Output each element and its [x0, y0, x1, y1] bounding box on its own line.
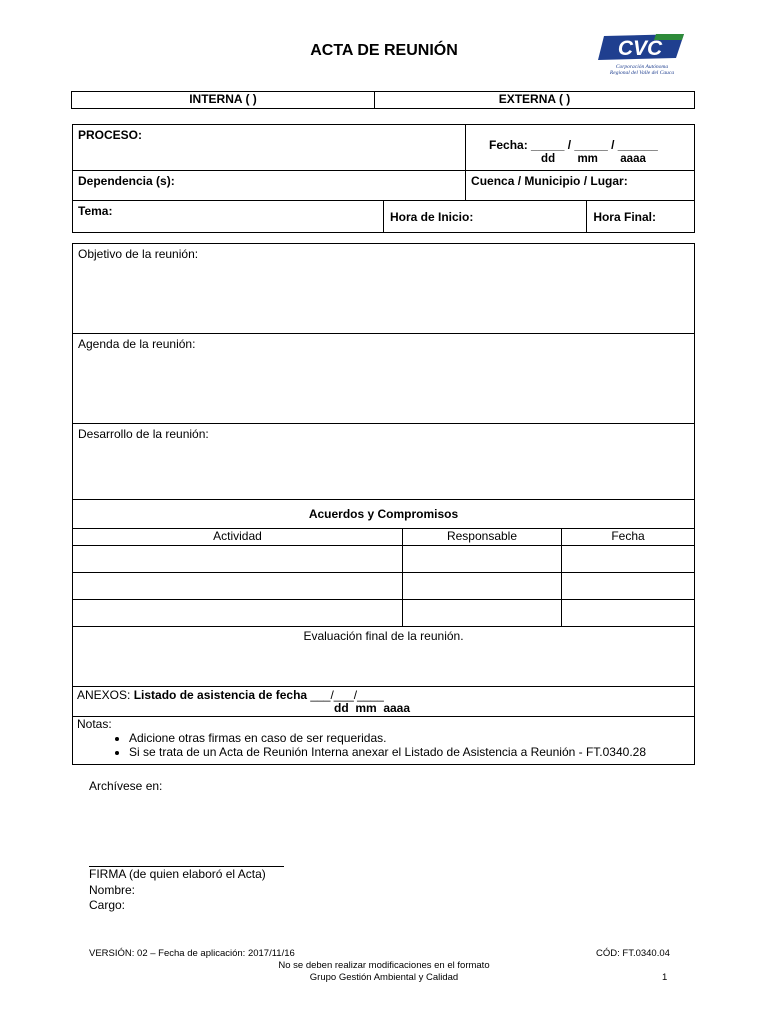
footer-group: Grupo Gestión Ambiental y Calidad [309, 972, 459, 983]
page-number: 1 [662, 972, 668, 983]
logo-subtitle: Corporación Autónoma Regional del Valle del Cauca [609, 64, 675, 76]
agenda-section[interactable]: Agenda de la reunión: [73, 334, 695, 424]
logo-text: CVC [617, 37, 663, 60]
anexos-section[interactable] [73, 687, 695, 717]
desarrollo-section[interactable]: Desarrollo de la reunión: [73, 424, 695, 500]
fecha-cell[interactable] [562, 546, 695, 573]
actividad-cell[interactable] [73, 546, 403, 573]
meeting-type-table [71, 91, 695, 109]
interna-option[interactable]: INTERNA ( ) [72, 92, 375, 109]
proceso-field[interactable]: PROCESO: [73, 125, 466, 171]
responsable-cell[interactable] [403, 573, 562, 600]
footer-notice: No se deben realizar modificaciones en el formato [278, 960, 490, 971]
list-item: • Si se trata de un Acta de Reunión Interna anexar el Listado de Asistencia a Reunión - FT.0340.28 [129, 745, 690, 759]
tema-field[interactable]: Tema: [73, 201, 384, 233]
objetivo-section[interactable]: Objetivo de la reunión: [73, 244, 695, 334]
list-item: • Adicione otras firmas en caso de ser requeridas. [129, 731, 690, 745]
hora-final-field[interactable]: Hora Final: [587, 201, 695, 233]
anexos-format: dd mm aaaa [334, 701, 411, 715]
dependencia-field[interactable]: Dependencia (s): [73, 171, 466, 201]
fecha-format: dd mm aaaa [541, 153, 646, 165]
cargo-label: Cargo: [89, 898, 126, 912]
anexos-blanks: ___/___/____ [307, 688, 384, 702]
hora-inicio-field[interactable]: Hora de Inicio: [384, 201, 587, 233]
firma-label: FIRMA (de quien elaboró el Acta) [89, 867, 266, 881]
footer-code: CÓD: FT.0340.04 [596, 948, 670, 959]
signature-block [89, 867, 266, 914]
fecha-cell[interactable] [562, 573, 695, 600]
content-table [72, 243, 695, 765]
info-table [72, 124, 695, 233]
externa-option[interactable]: EXTERNA ( ) [375, 92, 695, 109]
actividad-cell[interactable] [73, 600, 403, 627]
notas-list [77, 731, 690, 759]
responsable-cell[interactable] [403, 600, 562, 627]
archivese-label: Archívese en: [89, 779, 163, 793]
actividad-cell[interactable] [73, 573, 403, 600]
table-row [73, 573, 695, 600]
nombre-label: Nombre: [89, 882, 136, 897]
footer-version: VERSIÓN: 02 – Fecha de aplicación: 2017/11/16 [89, 948, 295, 959]
responsable-cell[interactable] [403, 546, 562, 573]
fecha-field[interactable] [466, 125, 695, 171]
anexos-prefix: ANEXOS: [77, 688, 134, 702]
evaluacion-section[interactable]: Evaluación final de la reunión. [73, 627, 695, 687]
cuenca-field[interactable]: Cuenca / Municipio / Lugar: [466, 171, 695, 201]
notas-section [73, 717, 695, 765]
document-title: ACTA DE REUNIÓN [310, 42, 458, 59]
notas-label: Notas: [77, 717, 112, 731]
fecha-label: Fecha: _____ / _____ / ______ [489, 138, 658, 152]
anexos-label: Listado de asistencia de fecha [133, 688, 308, 702]
acuerdos-heading: Acuerdos y Compromisos [73, 500, 695, 529]
col-actividad: Actividad [73, 529, 403, 546]
table-row [73, 600, 695, 627]
col-fecha: Fecha [562, 529, 695, 546]
table-row [73, 546, 695, 573]
col-responsable: Responsable [403, 529, 562, 546]
fecha-cell[interactable] [562, 600, 695, 627]
